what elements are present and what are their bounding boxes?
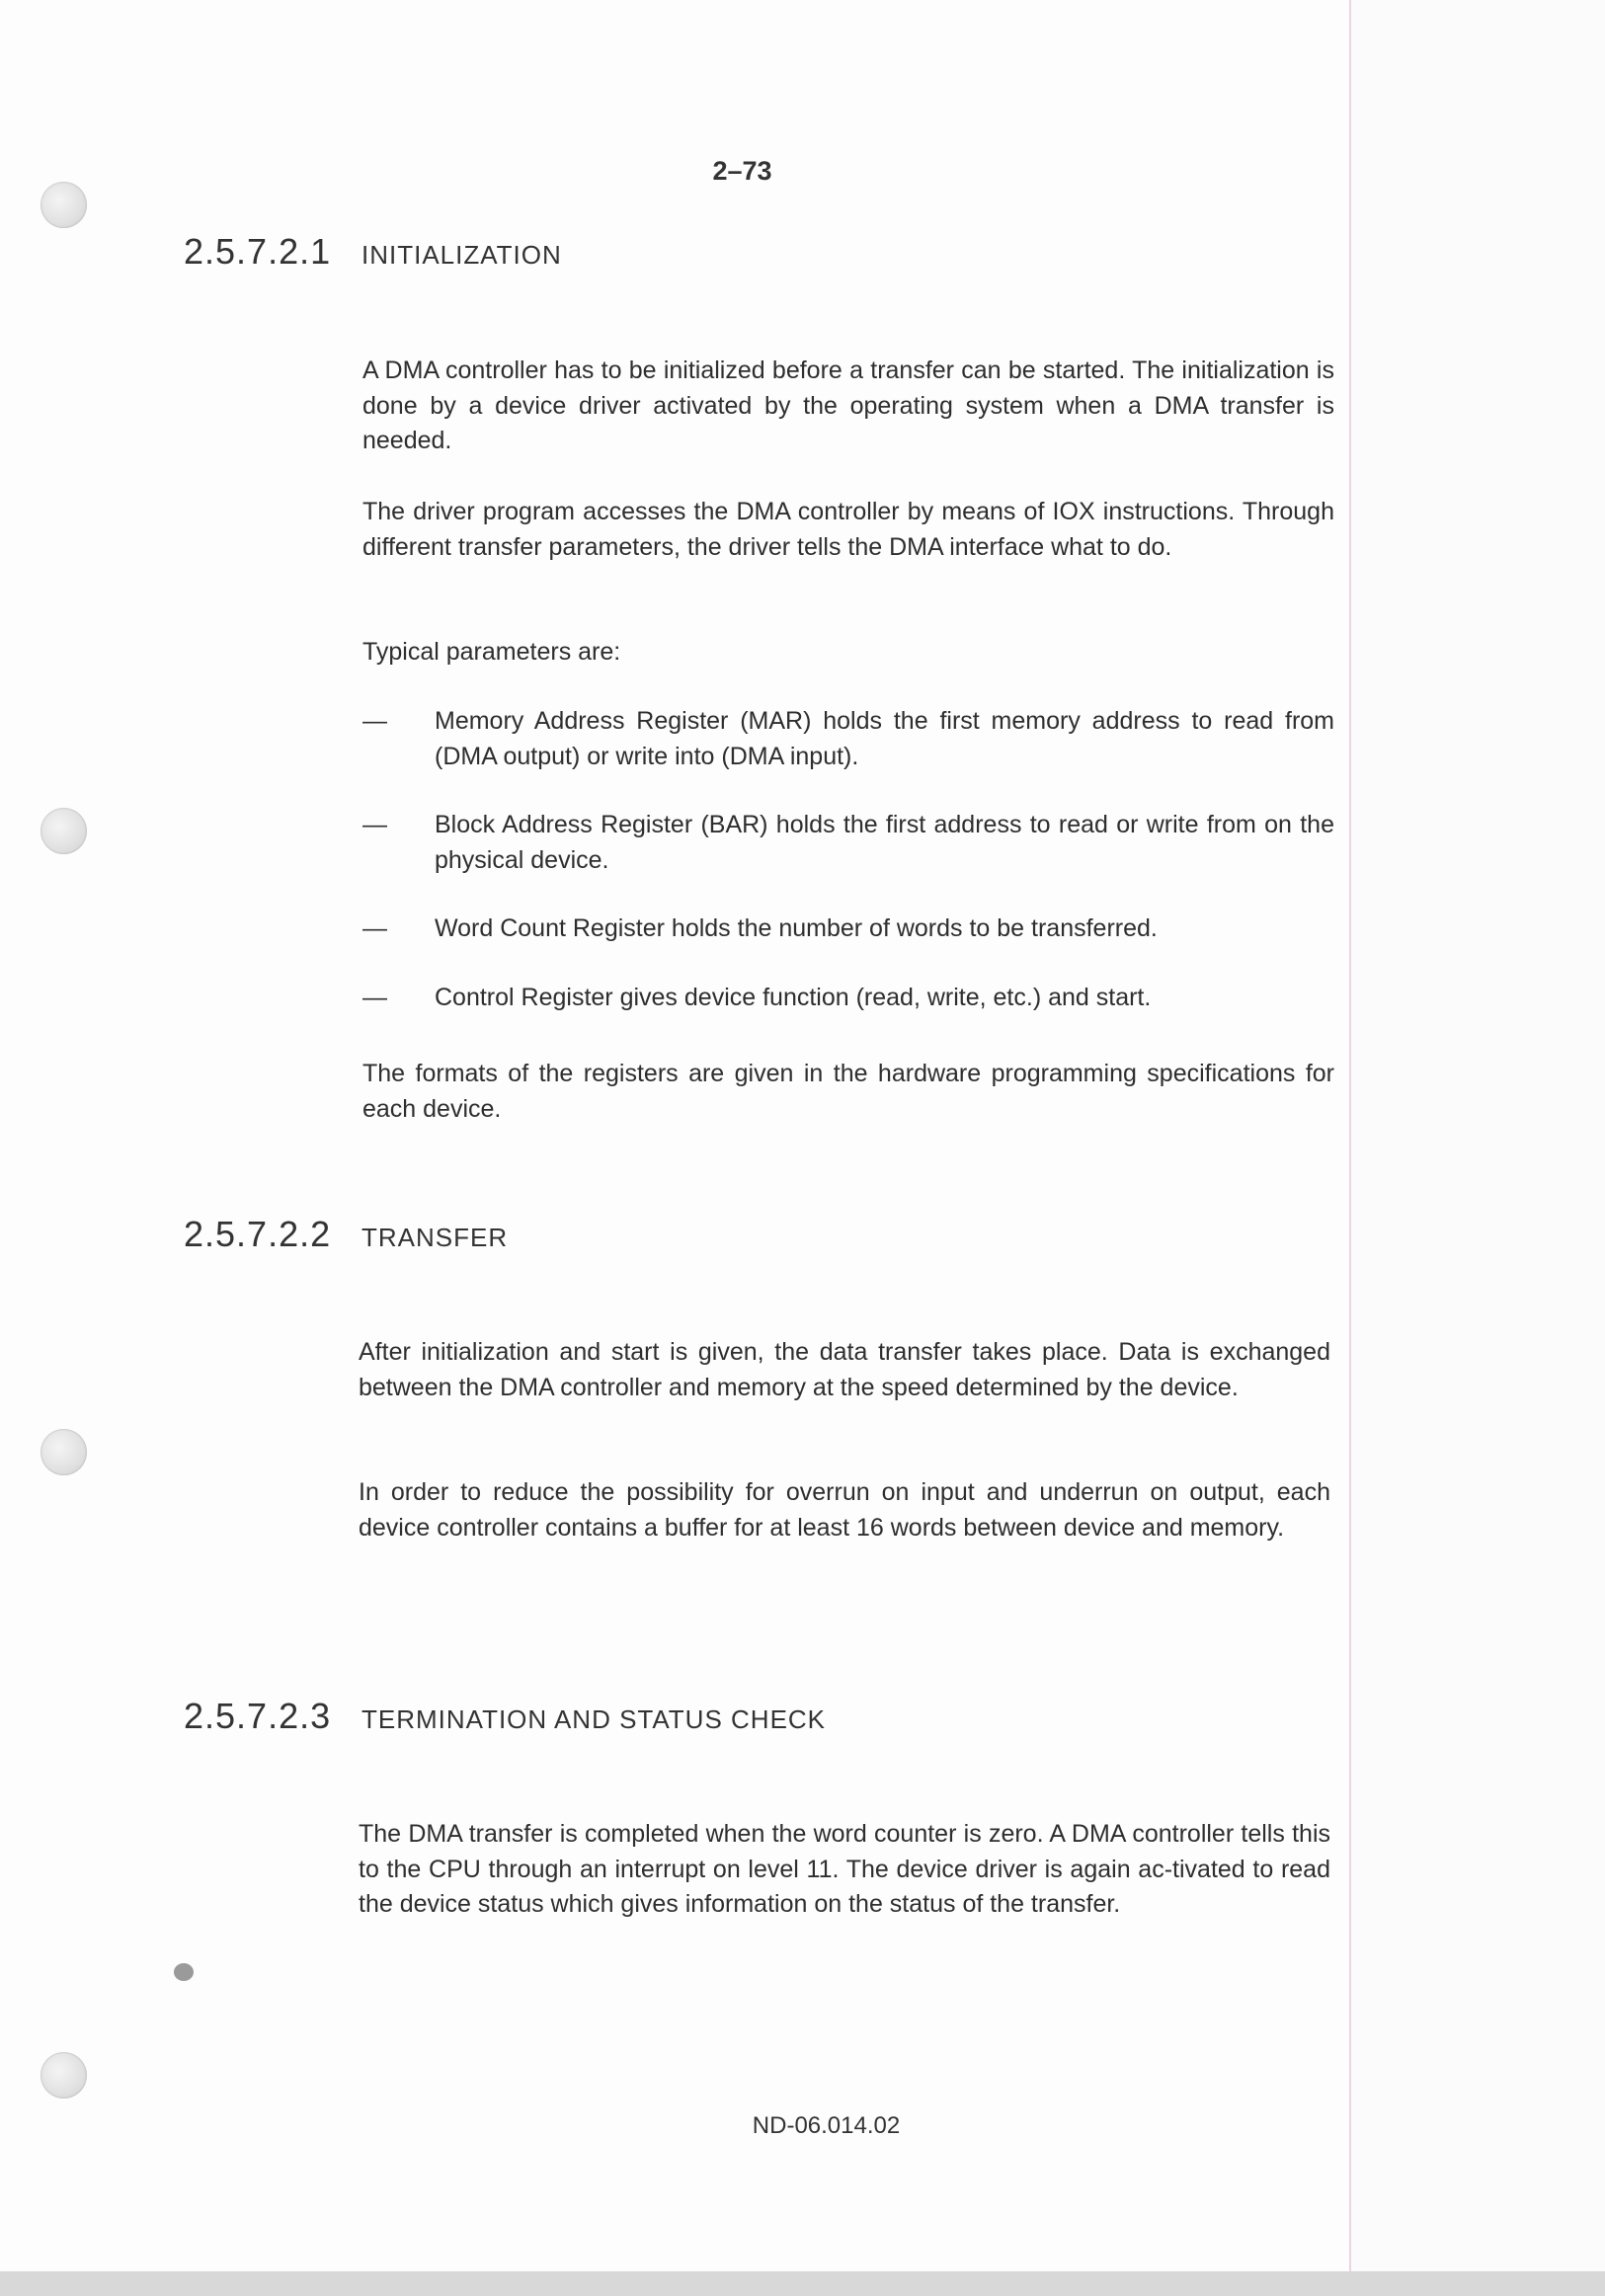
dash-marker: — — [362, 983, 387, 1011]
body-paragraph: The DMA transfer is completed when the word counter is zero. A DMA controller tells this to the CPU through an interrupt on level 11. The device driver is again ac-tivated to read the device status which gives information on the status of the transfer. — [359, 1820, 1330, 1918]
body-paragraph: The formats of the registers are given in the hardware programming specifications for each device. — [362, 1060, 1334, 1123]
list-item — [362, 704, 1334, 774]
page-number: 2–73 — [712, 156, 772, 186]
page-fold-line — [1349, 0, 1351, 2296]
binder-hole — [40, 1429, 87, 1475]
list-item — [362, 808, 1334, 878]
body-paragraph: The driver program accesses the DMA controller by means of IOX instructions. Through different transfer parameters, the driver tells the DMA interface what to do. — [362, 498, 1334, 561]
dash-marker: — — [362, 811, 387, 838]
section-number: 2.5.7.2.2 — [184, 1214, 332, 1254]
list-item-text: Control Register gives device function (read, write, etc.) and start. — [435, 983, 1152, 1011]
list-item — [362, 911, 1334, 947]
binder-hole — [40, 2052, 87, 2098]
section-heading-transfer — [184, 1214, 508, 1255]
section-heading-initialization — [184, 231, 562, 273]
page-bottom-edge — [0, 2271, 1605, 2296]
parameter-list — [362, 704, 1334, 1015]
section-title: TERMINATION AND STATUS CHECK — [361, 1704, 827, 1734]
section-heading-termination — [184, 1696, 826, 1737]
body-paragraph: In order to reduce the possibility for overrun on input and underrun on output, each device controller contains a buffer for at least 16 words between device and memory. — [359, 1478, 1330, 1542]
dash-marker: — — [362, 707, 387, 735]
document-id: ND-06.014.02 — [752, 2112, 901, 2139]
list-item-text: Word Count Register holds the number of words to be transferred. — [435, 914, 1158, 942]
body-paragraph: A DMA controller has to be initialized before a transfer can be started. The initialization is done by a device driver activated by the operating system when a DMA transfer is needed. — [362, 356, 1334, 454]
body-paragraph: Typical parameters are: — [362, 638, 621, 666]
list-item-text: Block Address Register (BAR) holds the first address to read or write from on the physical device. — [435, 811, 1334, 874]
list-item — [362, 981, 1334, 1016]
section-number: 2.5.7.2.3 — [184, 1696, 332, 1736]
section-number: 2.5.7.2.1 — [184, 231, 332, 272]
binder-hole — [40, 182, 87, 228]
section-title: TRANSFER — [361, 1223, 509, 1252]
dash-marker: — — [362, 914, 387, 942]
binder-hole — [40, 808, 87, 854]
paper-speck — [174, 1963, 194, 1981]
list-item-text: Memory Address Register (MAR) holds the first memory address to read from (DMA output) or write into (DMA input). — [435, 707, 1334, 770]
page-margin-shade — [1351, 0, 1605, 2296]
section-title: INITIALIZATION — [361, 240, 562, 270]
body-paragraph: After initialization and start is given, the data transfer takes place. Data is exchanged between the DMA controller and memory at the speed determined by the device. — [359, 1338, 1330, 1401]
